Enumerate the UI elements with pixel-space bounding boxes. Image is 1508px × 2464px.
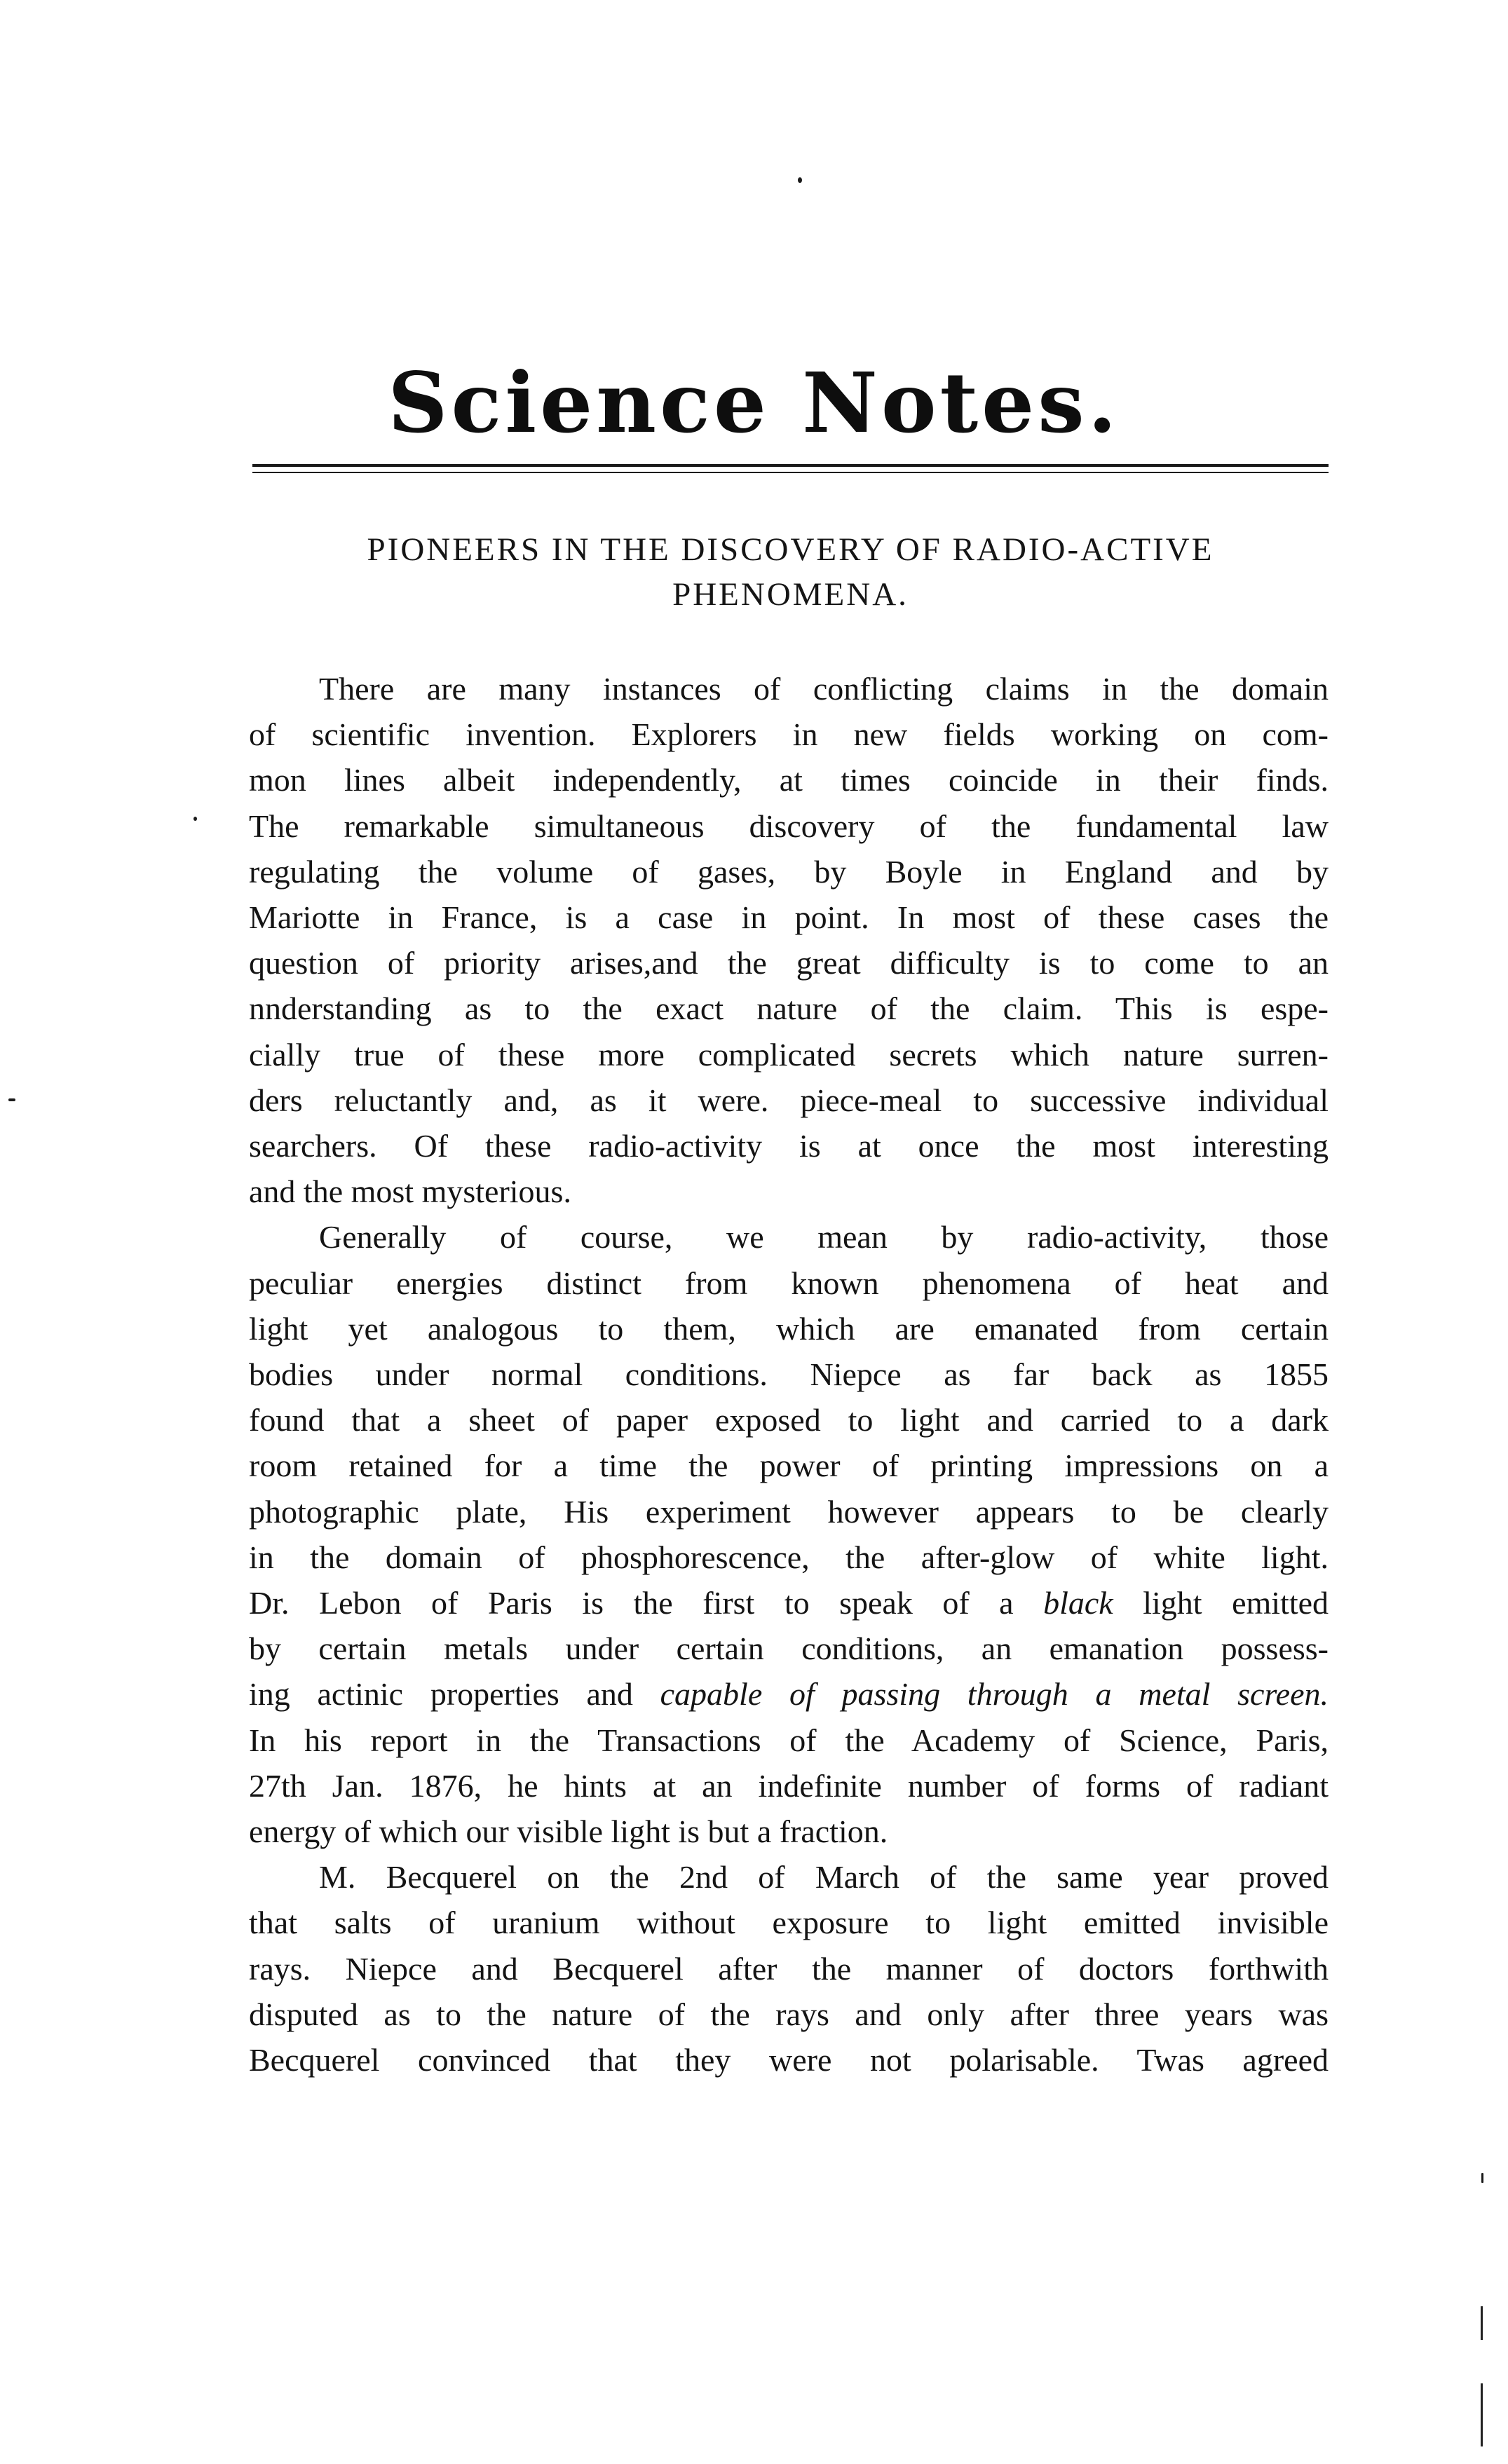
text-line: Generally of course, we mean by radio-activity, those bbox=[319, 1219, 1329, 1255]
page-edge-mark bbox=[1481, 2383, 1483, 2446]
text-line: light yet analogous to them, which are emanated from certain bbox=[249, 1310, 1329, 1347]
paragraph-2 bbox=[249, 1214, 1329, 1854]
text-line: mon lines albeit independently, at times coincide in their finds. bbox=[249, 762, 1329, 798]
italic-run: black bbox=[1043, 1585, 1113, 1621]
ink-speck bbox=[8, 1098, 15, 1101]
italic-run: capable of passing through a metal screen. bbox=[660, 1676, 1329, 1713]
text-line: and the most mysterious. bbox=[249, 1173, 571, 1210]
text-line: found that a sheet of paper exposed to light and carried to a dark bbox=[249, 1402, 1329, 1438]
article-title-line: PIONEERS IN THE DISCOVERY OF RADIO-ACTIVE bbox=[367, 531, 1214, 568]
text-line: room retained for a time the power of printing impressions on a bbox=[249, 1448, 1329, 1484]
paragraph-3 bbox=[249, 1854, 1329, 2083]
text-line: peculiar energies distinct from known phenomena of heat and bbox=[249, 1265, 1329, 1301]
text-line: bodies under normal conditions. Niepce as far back as 1855 bbox=[249, 1356, 1329, 1393]
text-line: photographic plate, His experiment however appears to be clearly bbox=[249, 1493, 1329, 1530]
text-line: question of priority arises,and the great difficulty is to come to an bbox=[249, 945, 1329, 981]
text-line: Becquerel convinced that they were not polarisable. Twas agreed bbox=[249, 2042, 1329, 2078]
text-line: nnderstanding as to the exact nature of the claim. This is espe- bbox=[249, 991, 1329, 1027]
text-run: Dr. Lebon of Paris is the first to speak of a bbox=[249, 1585, 1014, 1621]
text-run: light emitted bbox=[1143, 1585, 1329, 1621]
article-title-line: PHENOMENA. bbox=[672, 576, 909, 613]
text-line: by certain metals under certain conditions, an emanation possess- bbox=[249, 1631, 1329, 1667]
text-line: In his report in the Transactions of the Academy of Science, Paris, bbox=[249, 1722, 1329, 1758]
page-edge-mark bbox=[1481, 2306, 1483, 2340]
page-title: Science Notes. bbox=[388, 354, 1120, 451]
text-line: disputed as to the nature of the rays and only after three years was bbox=[249, 1996, 1329, 2032]
text-line: energy of which our visible light is but a fraction. bbox=[249, 1813, 888, 1850]
text-line: M. Becquerel on the 2nd of March of the same year proved bbox=[319, 1859, 1329, 1895]
text-line: 27th Jan. 1876, he hints at an indefinite number of forms of radiant bbox=[249, 1767, 1329, 1804]
text-line: rays. Niepce and Becquerel after the manner of doctors forthwith bbox=[249, 1950, 1329, 1987]
title-rule-bottom bbox=[252, 472, 1329, 473]
ink-speck bbox=[798, 177, 802, 183]
text-line-with-italic bbox=[249, 1671, 1329, 1717]
text-line-with-italic bbox=[249, 1580, 1329, 1626]
ink-speck bbox=[1481, 2173, 1483, 2183]
article-body bbox=[249, 666, 1329, 2083]
paragraph-1 bbox=[249, 666, 1329, 1214]
article-title bbox=[252, 527, 1329, 617]
ink-speck bbox=[193, 817, 197, 821]
text-line: The remarkable simultaneous discovery of the fundamental law bbox=[249, 808, 1329, 844]
text-line: ders reluctantly and, as it were. piece-meal to successive individual bbox=[249, 1082, 1329, 1118]
text-line: of scientific invention. Explorers in new fields working on com- bbox=[249, 716, 1329, 753]
text-line: in the domain of phosphorescence, the after-glow of white light. bbox=[249, 1539, 1329, 1575]
text-run: ing actinic properties and bbox=[249, 1676, 633, 1713]
text-line: Mariotte in France, is a case in point. In most of these cases the bbox=[249, 899, 1329, 936]
text-line: cially true of these more complicated secrets which nature surren- bbox=[249, 1036, 1329, 1073]
text-line: that salts of uranium without exposure to light emitted invisible bbox=[249, 1905, 1329, 1941]
text-line: searchers. Of these radio-activity is at once the most interesting bbox=[249, 1128, 1329, 1164]
title-rule-top bbox=[252, 464, 1329, 467]
text-line: There are many instances of conflicting claims in the domain bbox=[319, 671, 1329, 707]
text-line: regulating the volume of gases, by Boyle in England and by bbox=[249, 853, 1329, 890]
